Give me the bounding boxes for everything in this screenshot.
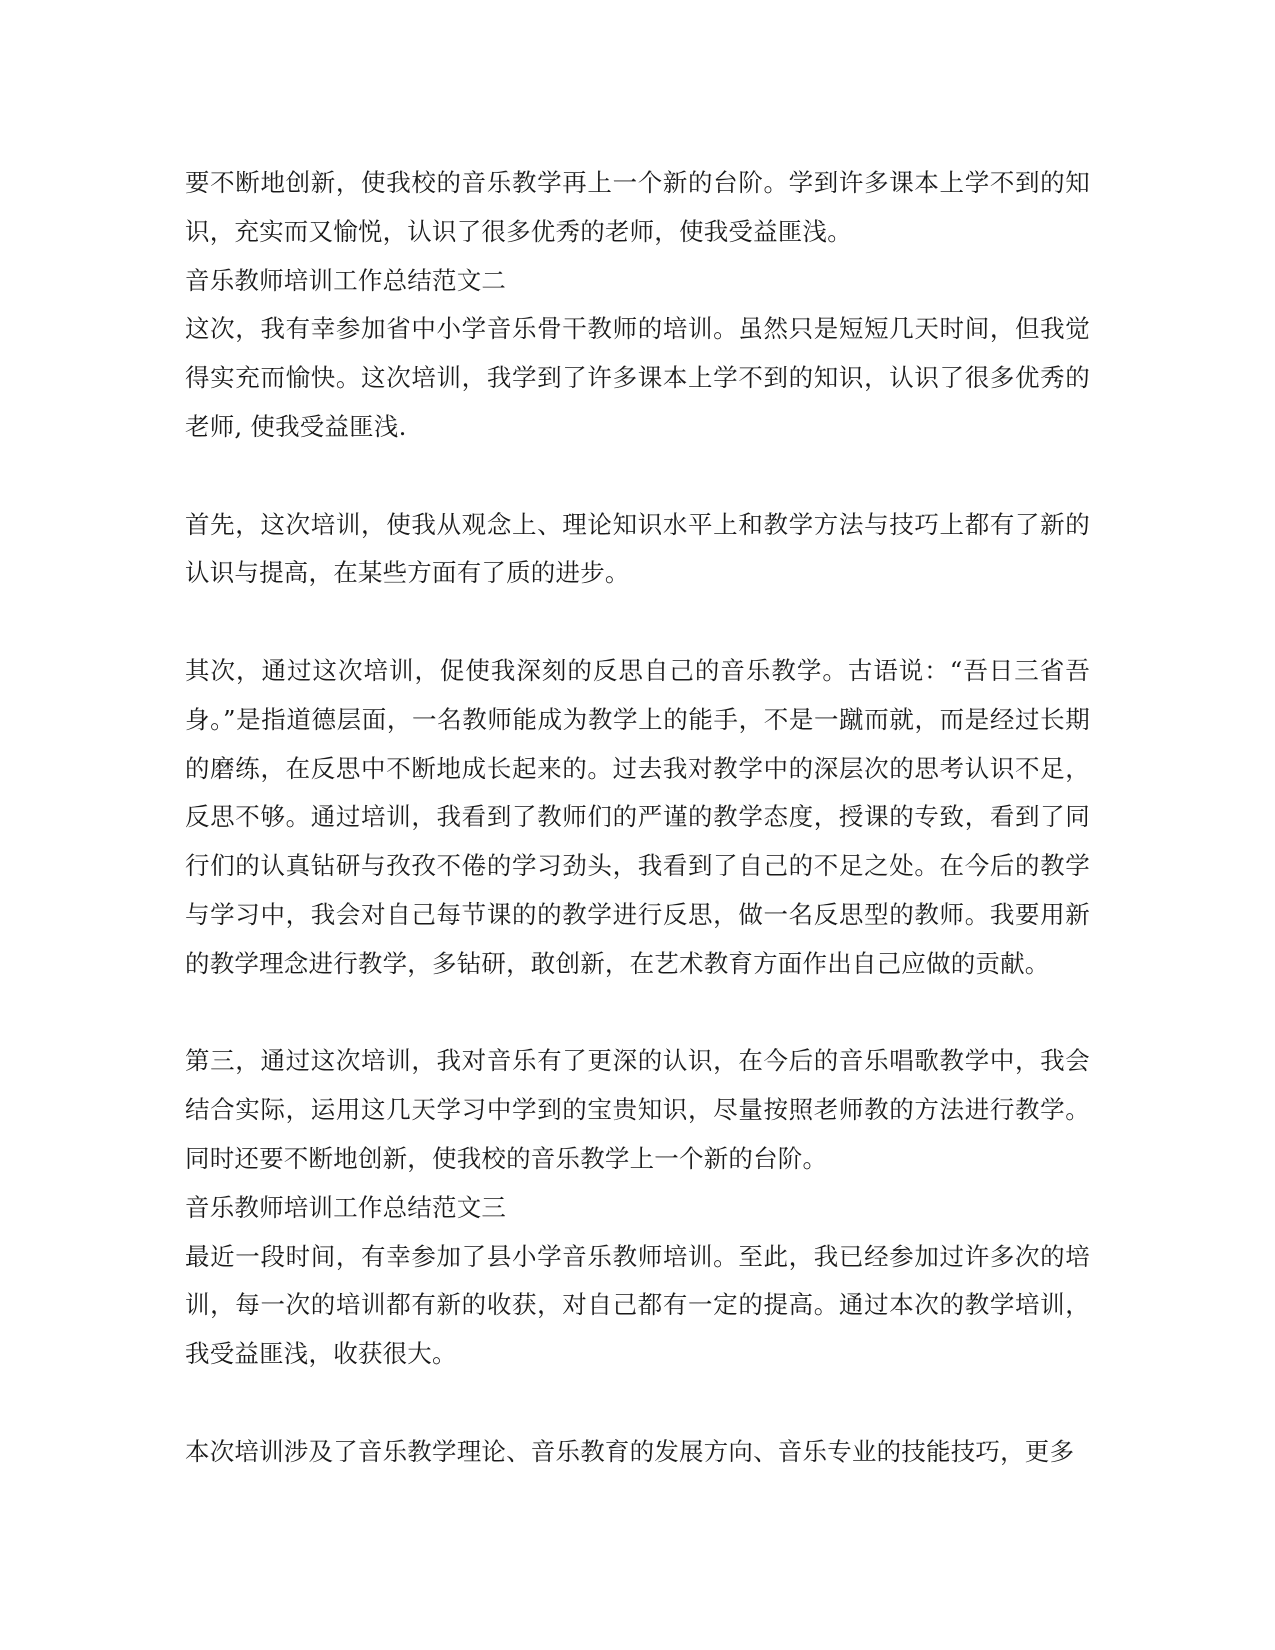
paragraph-intro-2: 这次，我有幸参加省中小学音乐骨干教师的培训。虽然只是短短几天时间，但我觉得实充而愉快。这次培训，我学到了许多课本上学不到的知识，认识了很多优秀的老师, 使我受益匪浅. xyxy=(185,314,1090,441)
paragraph-second-point: 其次，通过这次培训，促使我深刻的反思自己的音乐教学。古语说：“吾日三省吾身。”是指道德层面，一名教师能成为教学上的能手，不是一蹴而就，而是经过长期的磨练，在反思中不断地成长起来的。过去我对教学中的深层次的思考认识不足，反思不够。通过培训，我看到了教师们的严谨的教学态度，授课的专致，看到了同行们的认真钻研与孜孜不倦的学习劲头，我看到了自己的不足之处。在今后的教学与学习中，我会对自己每节课的的教学进行反思，做一名反思型的教师。我要用新的教学理念进行教学，多钻研，敢创新，在艺术教育方面作出自己应做的贡献。 xyxy=(185,655,1090,978)
paragraph-intro-3: 最近一段时间，有幸参加了县小学音乐教师培训。至此，我已经参加过许多次的培训，每一次的培训都有新的收获，对自己都有一定的提高。通过本次的教学培训，我受益匪浅，收获很大。 xyxy=(185,1241,1090,1369)
paragraph-gap xyxy=(185,989,1090,1038)
document-body xyxy=(185,159,1090,1477)
section-heading-3: 音乐教师培训工作总结范文三 xyxy=(185,1192,507,1222)
paragraph-gap xyxy=(185,452,1090,501)
paragraph-continuation: 要不断地创新，使我校的音乐教学再上一个新的台阶。学到许多课本上学不到的知识，充实而又愉悦，认识了很多优秀的老师，使我受益匪浅。 xyxy=(185,168,1090,246)
paragraph-gap xyxy=(185,1379,1090,1428)
section-heading-2: 音乐教师培训工作总结范文二 xyxy=(185,265,507,295)
paragraph-gap xyxy=(185,598,1090,647)
paragraph-first-point: 首先，这次培训，使我从观念上、理论知识水平上和教学方法与技巧上都有了新的认识与提高，在某些方面有了质的进步。 xyxy=(185,509,1090,588)
paragraph-training-content: 本次培训涉及了音乐教学理论、音乐教育的发展方向、音乐专业的技能技巧，更多 xyxy=(185,1436,1075,1466)
paragraph-third-point: 第三，通过这次培训，我对音乐有了更深的认识，在今后的音乐唱歌教学中，我会结合实际，运用这几天学习中学到的宝贵知识，尽量按照老师教的方法进行教学。同时还要不断地创新，使我校的音乐教学上一个新的台阶。 xyxy=(185,1046,1090,1173)
